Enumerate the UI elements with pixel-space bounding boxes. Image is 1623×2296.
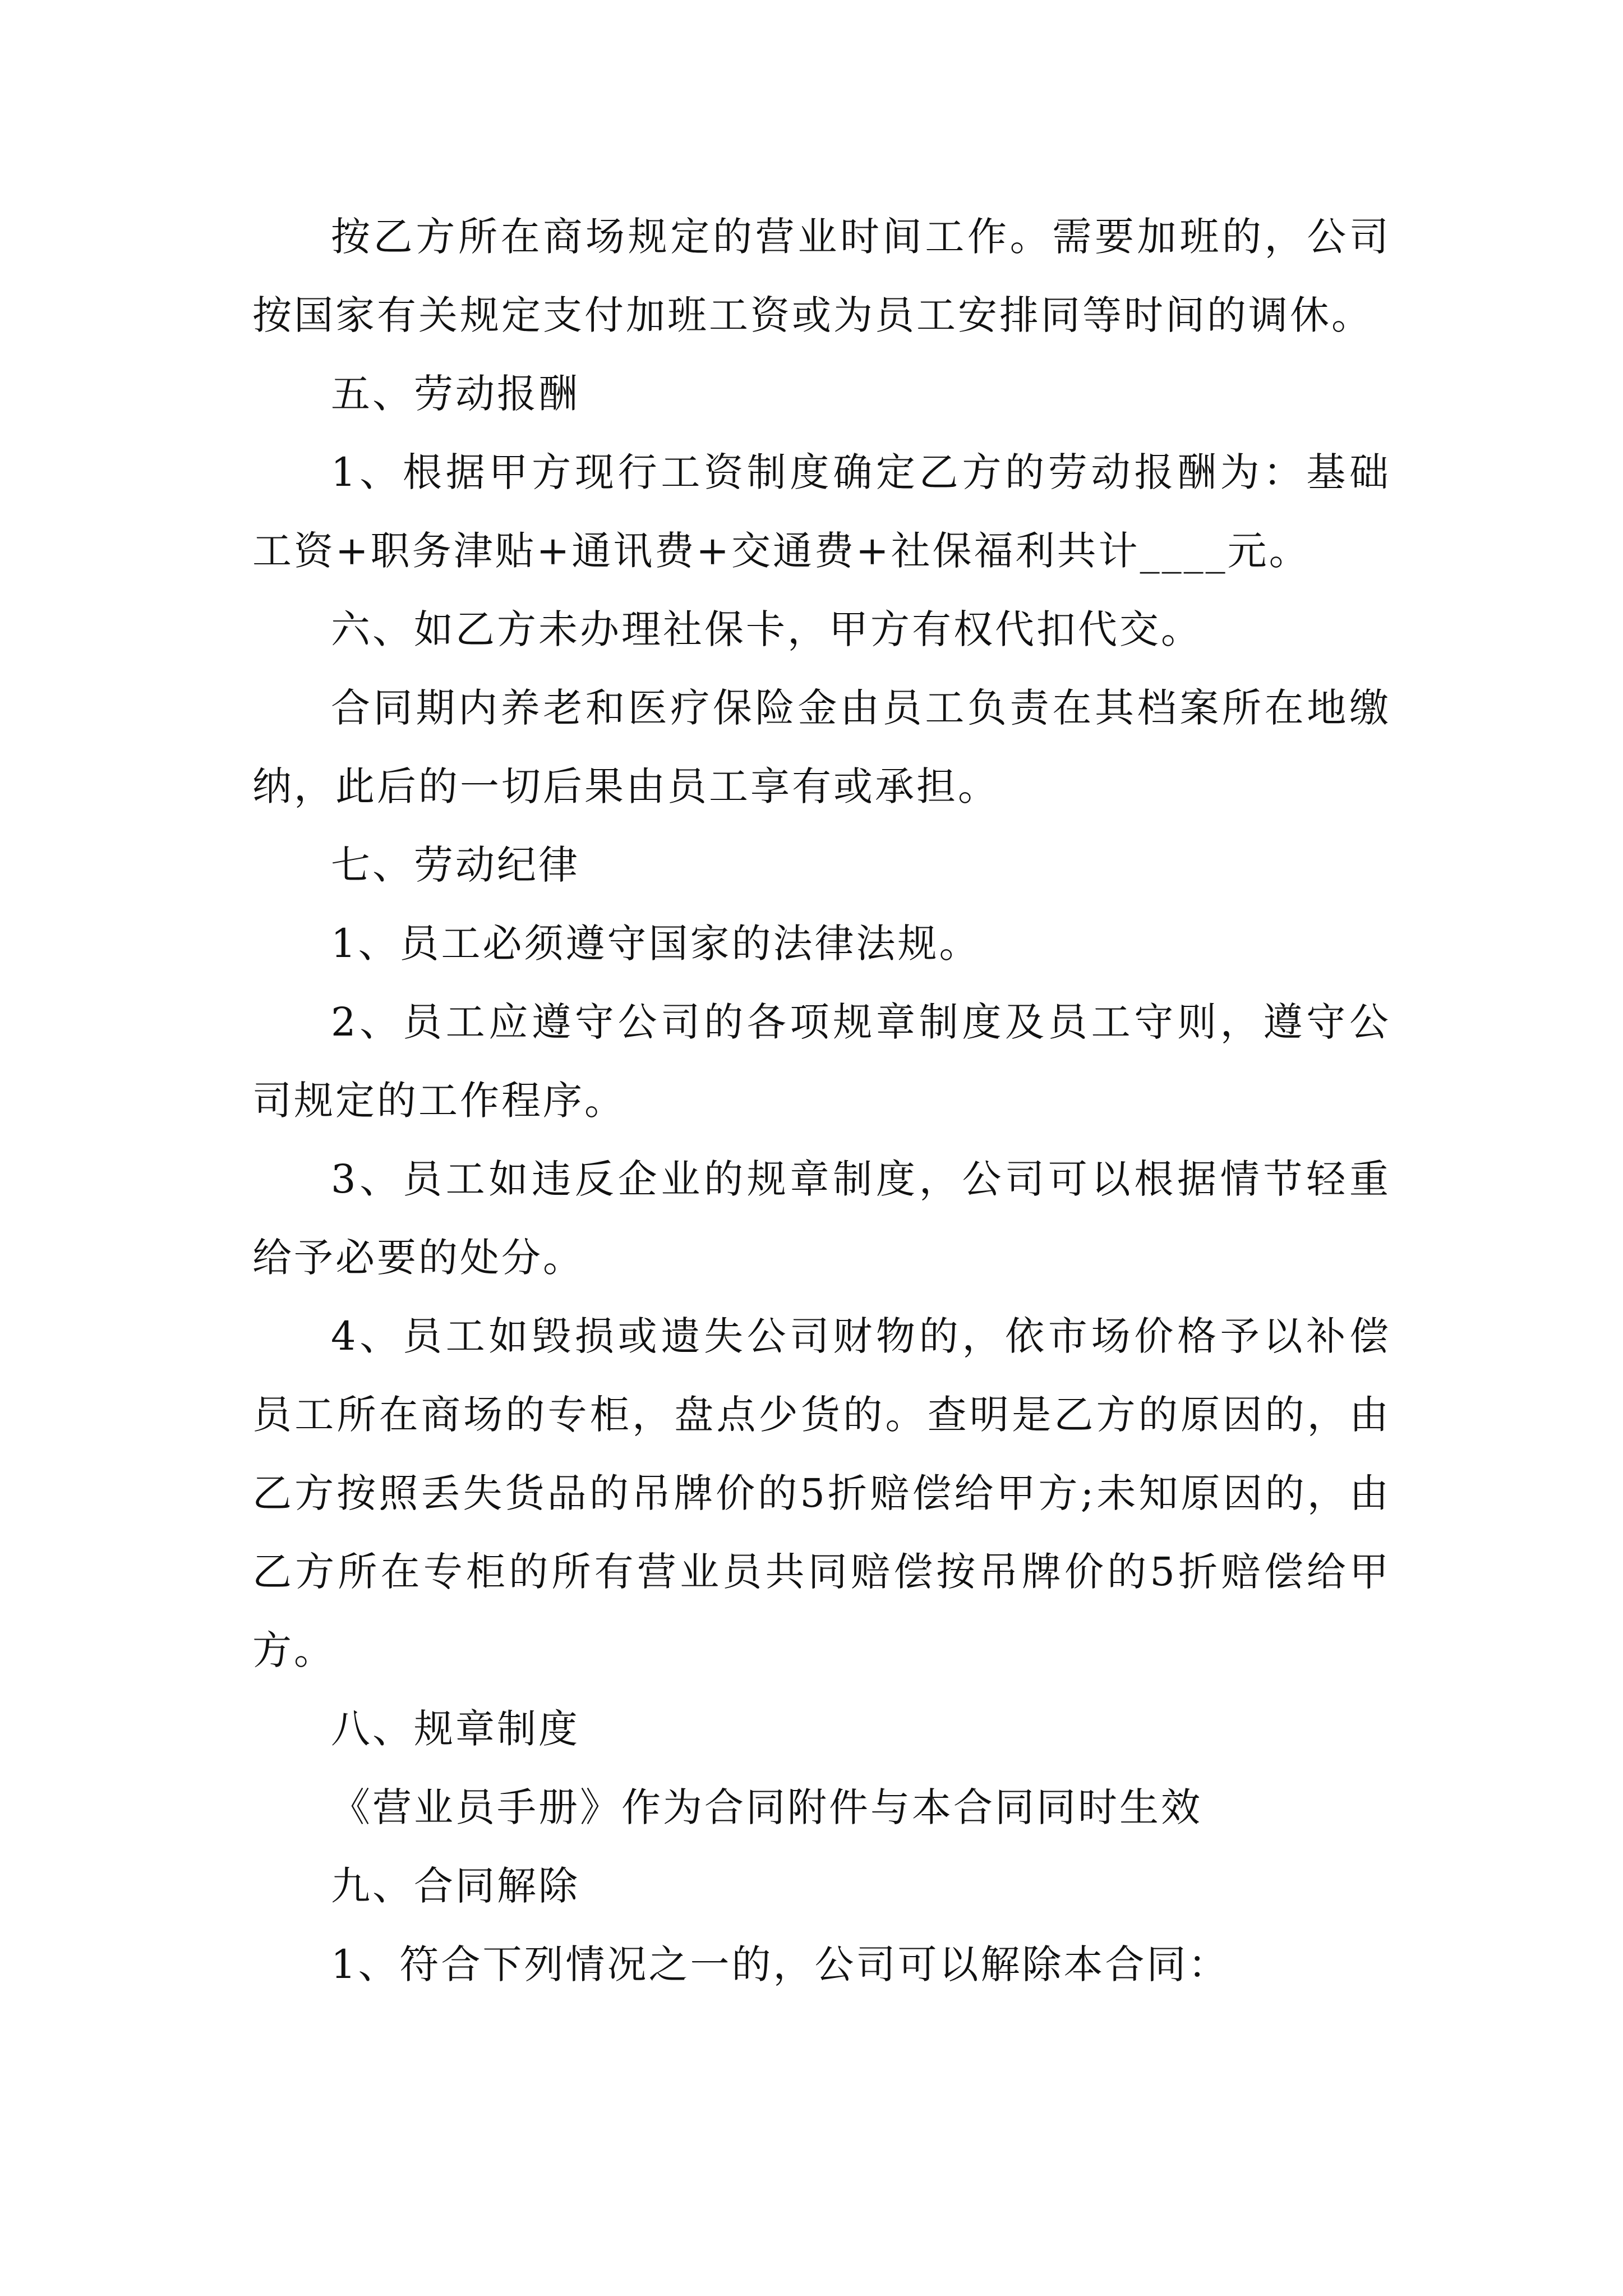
paragraph-discipline-1: 1、员工必须遵守国家的法律法规。	[331, 921, 981, 967]
paragraph-discipline-4: 4、员工如毁损或遗失公司财物的，依市场价格予以补偿员工所在商场的专柜，盘点少货的。查明是乙方的原因的，由乙方按照丢失货品的吊牌价的5折赔偿给甲方;未知原因的，由乙方所在专柜的所有营业员共同赔偿按吊牌价的5折赔偿给甲方。	[252, 1313, 1391, 1673]
heading-discipline: 七、劳动纪律	[331, 842, 580, 888]
document-body	[252, 197, 1391, 2004]
heading-social-security: 六、如乙方未办理社保卡，甲方有权代扣代交。	[331, 606, 1202, 652]
heading-termination: 九、合同解除	[331, 1863, 580, 1909]
heading-rules: 八、规章制度	[331, 1706, 580, 1752]
paragraph-rules: 《营业员手册》作为合同附件与本合同同时生效	[331, 1784, 1202, 1830]
paragraph-remuneration-1: 1、根据甲方现行工资制度确定乙方的劳动报酬为：基础工资+职务津贴+通讯费+交通费+社保福利共计____元。	[252, 449, 1391, 574]
paragraph-termination-1: 1、符合下列情况之一的，公司可以解除本合同：	[331, 1941, 1230, 1987]
heading-remuneration: 五、劳动报酬	[331, 371, 580, 417]
paragraph-discipline-2: 2、员工应遵守公司的各项规章制度及员工守则，遵守公司规定的工作程序。	[252, 999, 1391, 1124]
paragraph-discipline-3: 3、员工如违反企业的规章制度，公司可以根据情节轻重给予必要的处分。	[252, 1156, 1391, 1281]
paragraph-insurance: 合同期内养老和医疗保险金由员工负责在其档案所在地缴纳，此后的一切后果由员工享有或承担。	[252, 685, 1391, 809]
paragraph-working-hours: 按乙方所在商场规定的营业时间工作。需要加班的，公司按国家有关规定支付加班工资或为员工安排同等时间的调休。	[252, 214, 1391, 338]
